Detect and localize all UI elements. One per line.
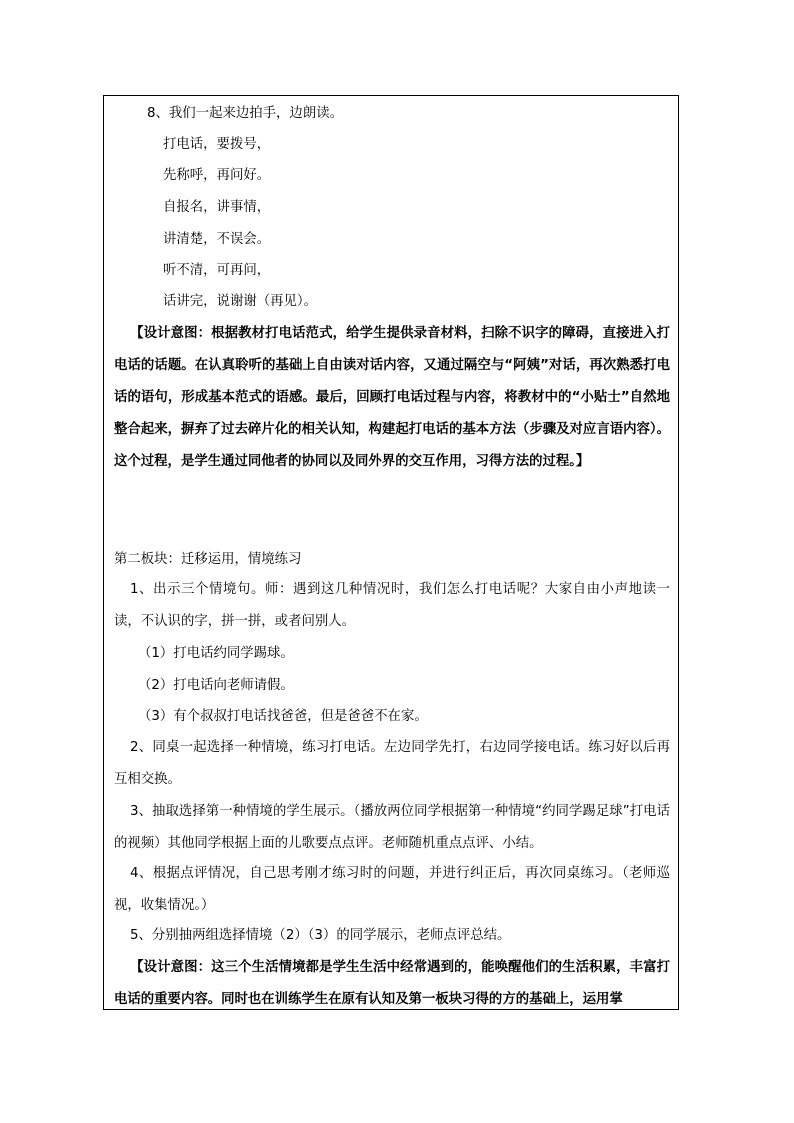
section-2-heading: 第二板块：迁移运用，情境练习 [114,552,302,567]
step-4 [114,858,670,922]
design-intent-2-text: 【设计意图：这三个生活情境都是学生生活中经常遇到的，能唤醒他们的生活积累，丰富打电话的重要内容。同时也在训练学生在原有认知及第一板块习得的方的基础上，运用掌 [114,960,670,1007]
design-intent-1-text: 【设计意图：根据教材打电话范式，给学生提供录音材料，扫除不识字的障碍，直接进入打电话的话题。在认真聆听的基础上自由读对话内容，又通过隔空与“阿姨”对话，再次熟悉打电话的语句，形成基本范式的语感。最后，回顾打电话过程与内容，将教材中的“小贴士”自然地整合起来，摒弃了过去碎片化的相关认知，构建起打电话的基本方法（步骤及对应言语内容）。这个过程，是学生通过同他者的协同以及同外界的交互作用，习得方法的过程。】 [114,326,670,469]
poem-line-2: 先称呼，再问好。 [163,168,271,183]
poem-line-5: 听不清，可再问， [163,263,271,278]
step-2-text: 2、同桌一起选择一种情境，练习打电话。左边同学先打，右边同学接电话。练习好以后再互相交换。 [114,740,670,787]
poem-line-6: 话讲完，说谢谢（再见）。 [163,294,317,309]
step-3-text: 3、抽取选择第一种情境的学生展示。（播放两位同学根据第一种情境“约同学踢足球”打电话的视频）其他同学根据上面的儿歌要点点评。老师随机重点点评、小结。 [114,804,670,851]
poem-line-1: 打电话，要拨号， [163,137,271,152]
poem-line-3: 自报名，讲事情， [163,200,271,215]
situation-2: （2）打电话向老师请假。 [138,678,294,693]
poem-line-4: 讲清楚，不误会。 [163,232,271,247]
step-3 [114,796,670,860]
situation-1: （1）打电话约同学踢球。 [138,646,294,661]
design-intent-1 [114,318,670,478]
step-5 [114,920,670,952]
step-4-text: 4、根据点评情况，自己思考刚才练习时的问题，并进行纠正后，再次同桌练习。（老师巡视，收集情况。） [114,866,670,913]
situation-3: （3）有个叔叔打电话找爸爸，但是爸爸不在家。 [138,709,428,724]
step-5-text: 5、分别抽两组选择情境（2）（3）的同学展示，老师点评总结。 [130,928,511,943]
step-1 [114,574,670,638]
step-1-text: 1、出示三个情境句。师：遇到这几种情况时，我们怎么打电话呢？大家自由小声地读一读，不认识的字，拼一拼，或者问别人。 [114,582,670,629]
step-2 [114,732,670,796]
item-8-text: 8、我们一起来边拍手，边朗读。 [147,106,343,121]
design-intent-2 [114,952,670,1016]
